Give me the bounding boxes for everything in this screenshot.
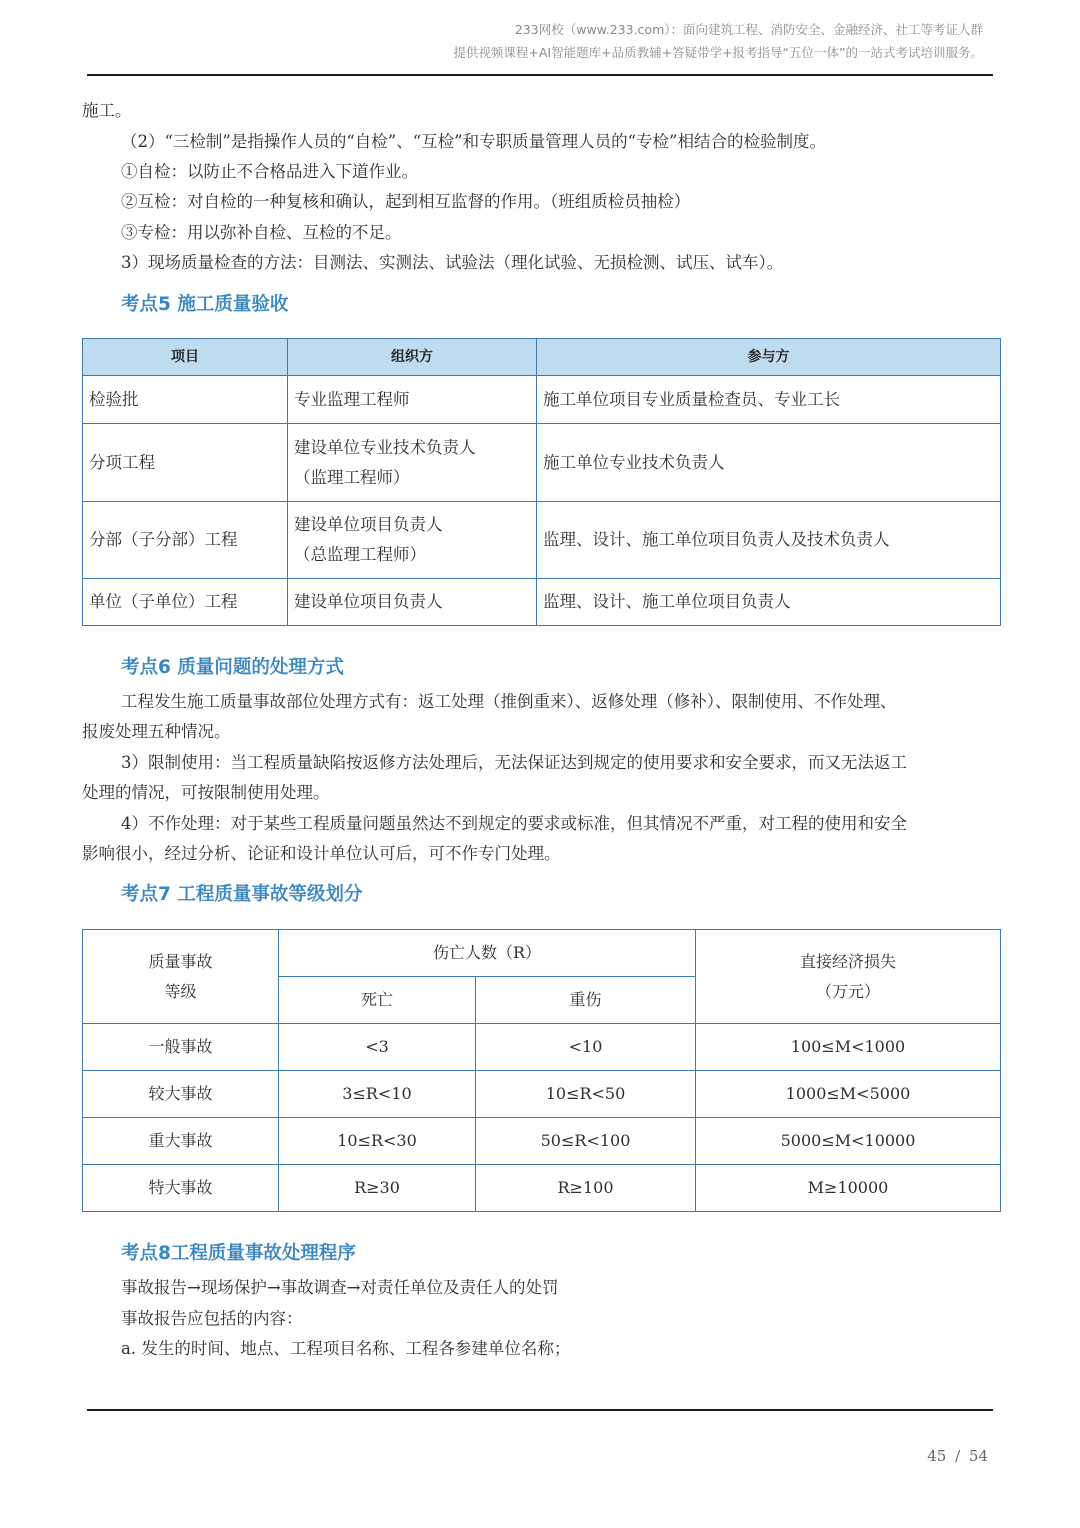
section-heading: 考点5 施工质量验收 xyxy=(121,294,289,315)
table-cell: 100≤M<1000 xyxy=(696,1024,1001,1071)
table-cell xyxy=(288,424,537,502)
table-cell: 特大事故 xyxy=(83,1165,279,1212)
paragraph: 事故报告应包括的内容： xyxy=(121,1309,303,1328)
paragraph: ③专检：用以弥补自检、互检的不足。 xyxy=(121,223,402,242)
paragraph: 3）现场质量检查的方法：目测法、实测法、试验法（理化试验、无损检测、试压、试车）。 xyxy=(121,253,784,272)
paragraph: 处理的情况，可按限制使用处理。 xyxy=(82,783,330,802)
table-header-row xyxy=(83,339,1001,376)
table-cell: 10≤R<50 xyxy=(476,1071,696,1118)
cell-line: （监理工程师） xyxy=(294,467,410,487)
table-cell: 检验批 xyxy=(83,376,288,424)
paragraph: 4）不作处理：对于某些工程质量问题虽然达不到规定的要求或标准，但其情况不严重，对工程的使用和安全 xyxy=(121,814,907,833)
table-cell: 建设单位项目负责人 xyxy=(288,579,537,626)
table-cell: 单位（子单位）工程 xyxy=(83,579,288,626)
table-row xyxy=(83,424,1001,502)
column-header: 项目 xyxy=(83,339,288,376)
header-rule xyxy=(87,74,993,76)
section-heading: 考点7 工程质量事故等级划分 xyxy=(121,884,363,905)
table-cell xyxy=(288,502,537,579)
table-cell: 重大事故 xyxy=(83,1118,279,1165)
table-cell: 3≤R<10 xyxy=(279,1071,476,1118)
table-row xyxy=(83,376,1001,424)
table-cell: 分部（子分部）工程 xyxy=(83,502,288,579)
table-cell: 50≤R<100 xyxy=(476,1118,696,1165)
footer-rule xyxy=(87,1409,993,1411)
table-cell: 分项工程 xyxy=(83,424,288,502)
table-cell: 10≤R<30 xyxy=(279,1118,476,1165)
column-header: 参与方 xyxy=(537,339,1001,376)
column-header: 伤亡人数（R） xyxy=(279,930,696,977)
table-cell: <10 xyxy=(476,1024,696,1071)
column-header: 重伤 xyxy=(476,977,696,1024)
paragraph: ②互检：对自检的一种复核和确认，起到相互监督的作用。（班组质检员抽检） xyxy=(121,192,691,211)
paragraph: 施工。 xyxy=(82,101,132,120)
table-cell: 1000≤M<5000 xyxy=(696,1071,1001,1118)
column-header: 组织方 xyxy=(288,339,537,376)
table-cell: 一般事故 xyxy=(83,1024,279,1071)
section-heading: 考点8工程质量事故处理程序 xyxy=(121,1243,356,1264)
column-header xyxy=(83,930,279,1024)
cell-line: 建设单位项目负责人 xyxy=(294,515,443,534)
header-line-2: 提供视频课程+AI智能题库+品质教辅+答疑带学+报考指导“五位一体”的一站式考试培训服务。 xyxy=(453,45,983,60)
paragraph: 工程发生施工质量事故部位处理方式有：返工处理（推倒重来）、返修处理（修补）、限制使用、不作处理、 xyxy=(121,692,897,711)
accident-grade-table xyxy=(82,929,1001,1212)
paragraph: （2）“三检制”是指操作人员的“自检”、“互检”和专职质量管理人员的“专检”相结合的检验制度。 xyxy=(121,132,826,151)
header-line-1: 233网校（www.233.com）：面向建筑工程、消防安全、金融经济、社工等考证人群 xyxy=(514,22,983,37)
table-cell: 施工单位专业技术负责人 xyxy=(537,424,1001,502)
table-cell: R≥100 xyxy=(476,1165,696,1212)
column-header xyxy=(696,930,1001,1024)
page-number: 45 / 54 xyxy=(927,1447,988,1465)
header-line: （万元） xyxy=(815,981,880,1001)
table-cell: 专业监理工程师 xyxy=(288,376,537,424)
table-cell: R≥30 xyxy=(279,1165,476,1212)
paragraph: ①自检：以防止不合格品进入下道作业。 xyxy=(121,162,418,181)
table-row xyxy=(83,1071,1001,1118)
header-line: 等级 xyxy=(164,981,197,1001)
paragraph: 报废处理五种情况。 xyxy=(82,722,231,741)
table-cell: 较大事故 xyxy=(83,1071,279,1118)
table-cell: 监理、设计、施工单位项目负责人 xyxy=(537,579,1001,626)
header-line: 直接经济损失 xyxy=(799,951,896,971)
paragraph: a. 发生的时间、地点、工程项目名称、工程各参建单位名称； xyxy=(121,1339,571,1358)
table-header-row xyxy=(83,930,1001,977)
column-header: 死亡 xyxy=(279,977,476,1024)
table-cell: <3 xyxy=(279,1024,476,1071)
table-cell: M≥10000 xyxy=(696,1165,1001,1212)
paragraph: 影响很小，经过分析、论证和设计单位认可后，可不作专门处理。 xyxy=(82,844,561,863)
table-cell: 施工单位项目专业质量检查员、专业工长 xyxy=(537,376,1001,424)
table-row xyxy=(83,1024,1001,1071)
page-header xyxy=(453,18,983,64)
cell-line: （总监理工程师） xyxy=(294,545,426,564)
paragraph: 事故报告→现场保护→事故调查→对责任单位及责任人的处罚 xyxy=(121,1278,559,1297)
table-row xyxy=(83,579,1001,626)
cell-line: 建设单位专业技术负责人 xyxy=(294,437,476,457)
acceptance-table xyxy=(82,338,1001,626)
table-row xyxy=(83,1118,1001,1165)
table-row xyxy=(83,502,1001,579)
paragraph: 3）限制使用：当工程质量缺陷按返修方法处理后，无法保证达到规定的使用要求和安全要求，而又无法返工 xyxy=(121,753,907,772)
table-row xyxy=(83,1165,1001,1212)
table-cell: 5000≤M<10000 xyxy=(696,1118,1001,1165)
header-line: 质量事故 xyxy=(148,951,213,971)
table-cell: 监理、设计、施工单位项目负责人及技术负责人 xyxy=(537,502,1001,579)
section-heading: 考点6 质量问题的处理方式 xyxy=(121,657,344,678)
